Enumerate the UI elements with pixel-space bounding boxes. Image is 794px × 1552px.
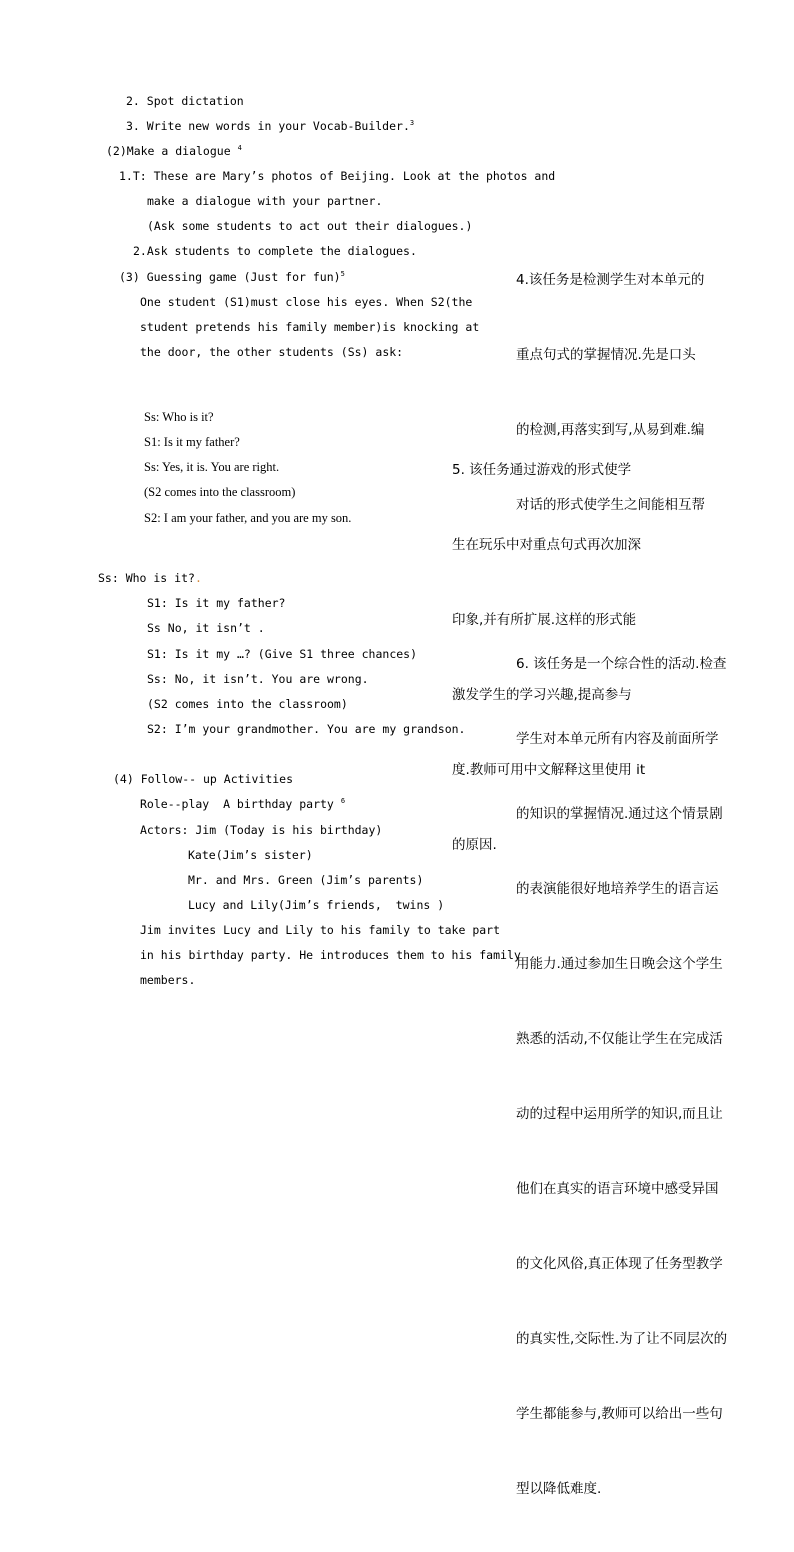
note6-line: 学生都能参与,教师可以给出一些句	[516, 1406, 723, 1422]
note4-line: 4.该任务是检测学生对本单元的	[516, 272, 705, 288]
example1-line2: S1: Is it my father?	[144, 435, 240, 449]
note4-line: 的检测,再落实到写,从易到难.编	[516, 422, 705, 438]
followup-heading: (4) Follow-- up Activities	[113, 772, 294, 786]
dialogue-step1-line1: 1.T: These are Mary’s photos of Beijing. Look at the photos and	[119, 169, 556, 183]
note5-line: 度.教师可用中文解释这里使用 it	[452, 762, 646, 778]
guessing-line1: One student (S1)must close his eyes. When S2(the	[140, 295, 473, 309]
step-vocab-builder: 3. Write new words in your Vocab-Builder.$^3$	[126, 119, 415, 133]
note6-line: 熟悉的活动,不仅能让学生在完成活	[516, 1031, 723, 1047]
example1-line1: Ss: Who is it?	[144, 410, 214, 424]
footnote-ref-6: 6	[340, 797, 346, 806]
note5-line: 生在玩乐中对重点句式再次加深	[452, 537, 641, 553]
dialogue-step1-line2: make a dialogue with your partner.	[147, 194, 383, 208]
note5-line: 激发学生的学习兴趣,提高参与	[452, 687, 632, 703]
note6-line: 6. 该任务是一个综合性的活动.检查	[516, 656, 727, 672]
note5-line: 印象,并有所扩展.这样的形式能	[452, 612, 637, 628]
note6-line: 动的过程中运用所学的知识,而且让	[516, 1106, 723, 1122]
footnote-ref-5: 5	[340, 270, 345, 279]
side-note-6	[516, 602, 727, 1552]
example1-line5: S2: I am your father, and you are my son.	[144, 511, 352, 525]
example1-line4: (S2 comes into the classroom)	[144, 485, 296, 499]
dialogue-heading: (2)Make a dialogue $^4$	[106, 144, 242, 158]
orange-mark: .	[194, 571, 202, 585]
example2-line1: Ss: Who is it?.	[98, 571, 202, 585]
footnote-ref-3: 3	[409, 119, 415, 128]
followup-actors4: Lucy and Lily(Jim’s friends, twins )	[188, 898, 445, 912]
followup-actors3: Mr. and Mrs. Green (Jim’s parents)	[188, 873, 424, 887]
step-spot-dictation: 2. Spot dictation	[126, 94, 244, 108]
note6-line: 的真实性,交际性.为了让不同层次的	[516, 1331, 728, 1347]
note6-line: 学生对本单元所有内容及前面所学	[516, 731, 719, 747]
example2-line2: S1: Is it my father?	[147, 596, 286, 610]
note6-line: 的表演能很好地培养学生的语言运	[516, 881, 719, 897]
followup-desc1: Jim invites Lucy and Lily to his family to take part	[140, 923, 501, 937]
followup-actors2: Kate(Jim’s sister)	[188, 848, 313, 862]
example1-line3: Ss: Yes, it is. You are right.	[144, 460, 280, 474]
guessing-heading: (3) Guessing game (Just for fun)$^5$	[119, 270, 345, 284]
note5-line: 的原因.	[452, 837, 497, 853]
dialogue-step1-line3: (Ask some students to act out their dialogues.)	[147, 219, 473, 233]
example2-line5: Ss: No, it isn’t. You are wrong.	[147, 672, 369, 686]
followup-desc2: in his birthday party. He introduces them to his family	[140, 948, 521, 962]
followup-actors1: Actors: Jim (Today is his birthday)	[140, 823, 383, 837]
note6-line: 的文化风俗,真正体现了任务型教学	[516, 1256, 723, 1272]
followup-roleplay: Role--play A birthday party $^6$	[140, 797, 346, 811]
followup-desc3: members.	[140, 973, 196, 987]
example2-line4: S1: Is it my …? (Give S1 three chances)	[147, 647, 418, 661]
note6-line: 的知识的掌握情况.通过这个情景剧	[516, 806, 723, 822]
dialogue-step2: 2.Ask students to complete the dialogues.	[133, 244, 417, 258]
example2-line7: S2: I’m your grandmother. You are my grandson.	[147, 722, 466, 736]
example2-line3: Ss No, it isn’t .	[147, 621, 265, 635]
note6-line: 型以降低难度.	[516, 1481, 602, 1497]
note4-line: 对话的形式使学生之间能相互帮	[516, 497, 705, 513]
note6-line: 他们在真实的语言环境中感受异国	[516, 1181, 719, 1197]
guessing-line2: student pretends his family member)is knocking at	[140, 320, 480, 334]
guessing-line3: the door, the other students (Ss) ask:	[140, 345, 404, 359]
note5-line: 5. 该任务通过游戏的形式使学	[452, 462, 632, 478]
note6-line: 用能力.通过参加生日晚会这个学生	[516, 956, 723, 972]
example2-line6: (S2 comes into the classroom)	[147, 697, 348, 711]
note4-line: 重点句式的掌握情况.先是口头	[516, 347, 696, 363]
footnote-ref-4: 4	[237, 144, 242, 153]
